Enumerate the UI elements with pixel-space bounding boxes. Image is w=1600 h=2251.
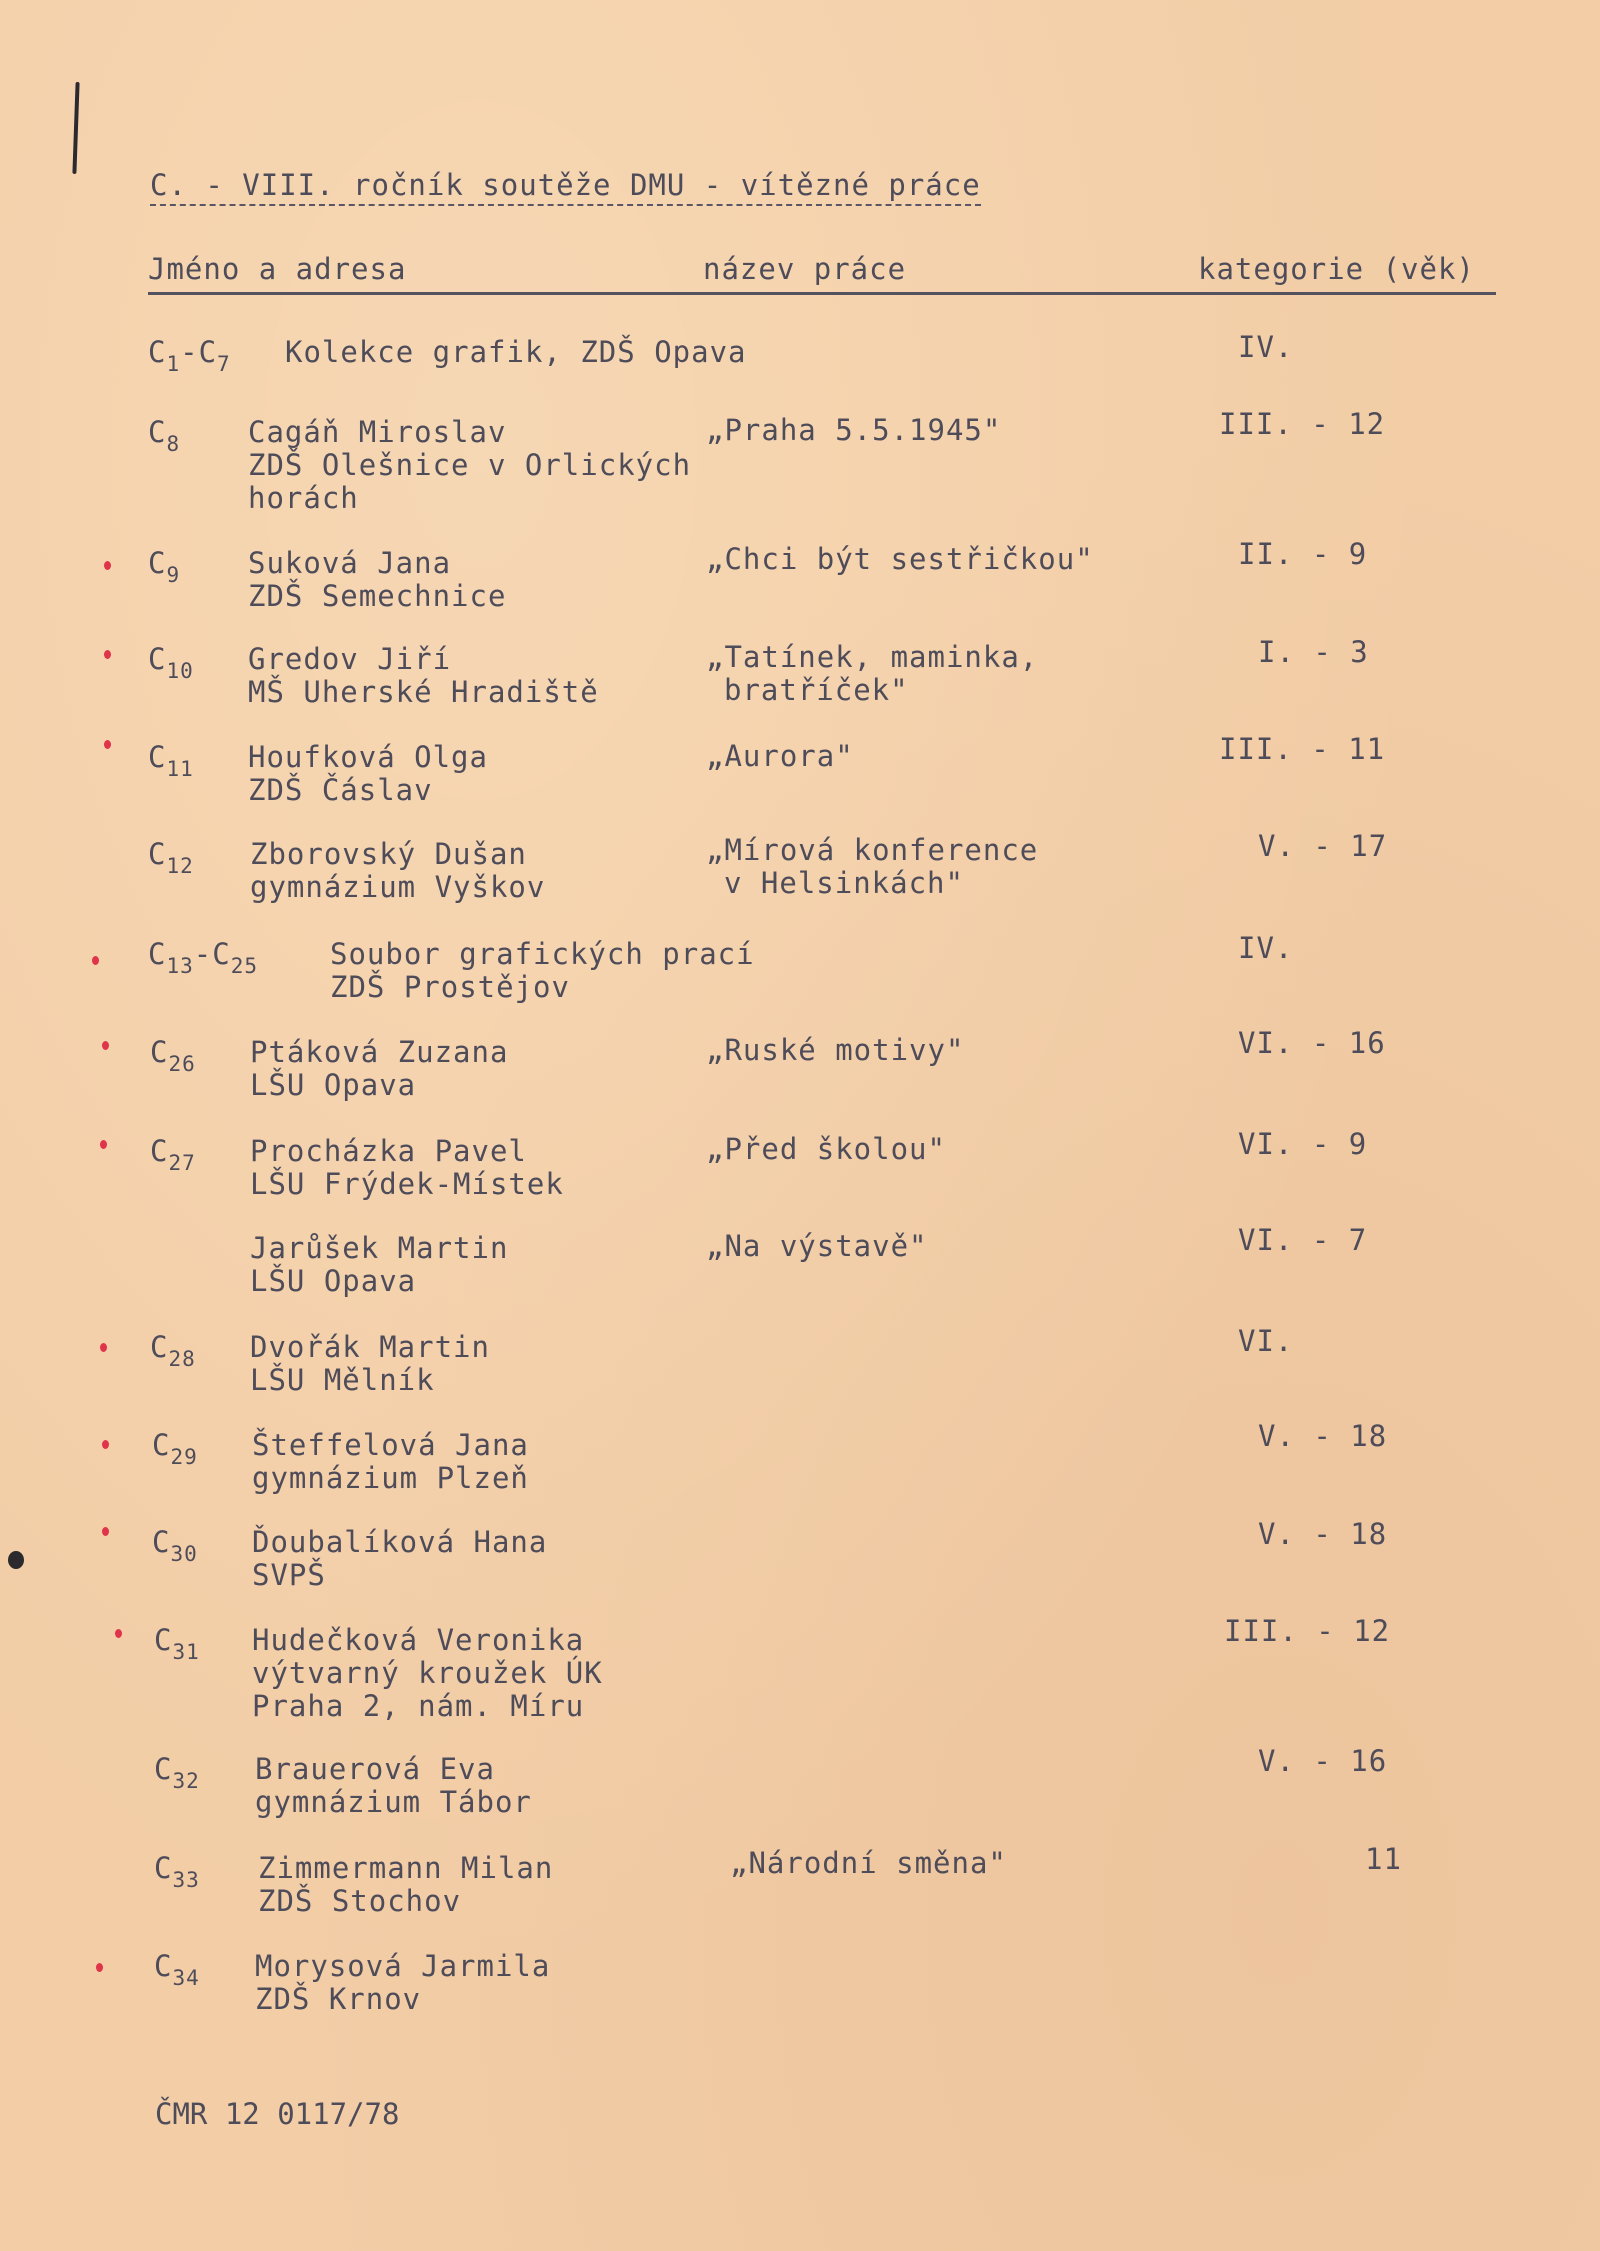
entry-address: LŠU Opava [250,1068,417,1102]
entry-name: Zborovský Dušan [250,837,527,871]
column-header-category-age: kategorie (věk) [1198,252,1475,286]
entry-code: $C_{30}$ [152,1525,198,1566]
entry-code: $C_8$ [148,415,181,456]
entry-address: ZDŠ Stochov [258,1884,462,1918]
entry-category: VI. - 16 [1238,1026,1386,1060]
entry-name: Soubor grafických prací [330,937,755,971]
entry-category: IV. [1238,330,1294,364]
entry-name: Morysová Jarmila [255,1949,551,1983]
entry-name: Šteffelová Jana [252,1428,529,1462]
entry-code: $C_{11}$ [148,740,194,781]
entry-address: SVPŠ [252,1558,326,1592]
red-marker-dot [100,1140,107,1149]
entry-work: „Národní směna" [730,1846,1007,1880]
entry-name: Procházka Pavel [250,1134,527,1168]
entry-code: $C_{29}$ [152,1428,198,1469]
entry-code: $C_{26}$ [150,1035,196,1076]
entry-address: ZDŠ Semechnice [248,579,507,613]
entry-name: Jarůšek Martin [250,1231,509,1265]
column-header-work-title: název práce [703,252,907,286]
entry-category: 11 [1365,1842,1402,1876]
entry-category: III. - 11 [1219,732,1386,766]
red-marker-dot [102,1041,109,1050]
entry-code: $C_{13}-C_{25}$ [148,937,258,978]
entry-code: $C_{33}$ [154,1851,200,1892]
entry-category: III. - 12 [1224,1614,1391,1648]
entry-code: $C_{10}$ [148,642,194,683]
entry-work: „Chci být sestřičkou" [706,542,1094,576]
document-footer-code: ČMR 12 0117/78 [155,2097,400,2131]
entry-name: Zimmermann Milan [258,1851,554,1885]
entry-code: $C_9$ [148,546,181,587]
entry-address: ZDŠ Olešnice v Orlických [248,448,692,482]
entry-category: V. - 17 [1258,829,1388,863]
entry-code: $C_{31}$ [154,1623,200,1664]
entry-work: „Aurora" [706,739,854,773]
entry-address: ZDŠ Prostějov [330,970,570,1004]
entry-code: $C_{34}$ [154,1949,200,1990]
punch-hole [8,1551,24,1569]
entry-name: Kolekce grafik, ZDŠ Opava [285,335,747,369]
entry-category: V. - 16 [1258,1744,1388,1778]
entry-work: „Na výstavě" [706,1229,928,1263]
entry-category: II. - 9 [1238,537,1368,571]
entry-work-line2: bratříček" [724,673,909,707]
entry-work: „Mírová konference [706,833,1039,867]
entry-code: $C_{28}$ [150,1330,196,1371]
entry-address: MŠ Uherské Hradiště [248,675,599,709]
entry-category: III. - 12 [1219,407,1386,441]
entry-address: ZDŠ Krnov [255,1982,422,2016]
entry-code: $C_1-C_7$ [148,335,231,376]
entry-category: V. - 18 [1258,1419,1388,1453]
entry-address: LŠU Mělník [250,1363,435,1397]
red-marker-dot [102,1440,109,1449]
entry-name: Cagáň Miroslav [248,415,507,449]
entry-work: „Praha 5.5.1945" [706,413,1002,447]
entry-name: Hudečková Veronika [252,1623,585,1657]
entry-category: IV. [1238,931,1294,965]
header-divider [148,292,1496,295]
entry-name: Ptáková Zuzana [250,1035,509,1069]
red-marker-dot [96,1963,103,1972]
entry-category: VI. [1238,1324,1294,1358]
entry-category: I. - 3 [1258,635,1369,669]
entry-work: „Ruské motivy" [706,1033,965,1067]
entry-address-line2: horách [248,481,359,515]
entry-name: Ďoubalíková Hana [252,1525,548,1559]
red-marker-dot [104,561,111,570]
entry-name: Brauerová Eva [255,1752,495,1786]
entry-code: $C_{27}$ [150,1134,196,1175]
red-marker-dot [102,1527,109,1536]
entry-work-line2: v Helsinkách" [724,866,964,900]
document-title: C. - VIII. ročník soutěže DMU - vítězné práce [150,168,981,206]
entry-category: VI. - 7 [1238,1223,1368,1257]
column-header-name-address: Jméno a adresa [148,252,407,286]
entry-work: „Před školou" [706,1132,946,1166]
entry-work: „Tatínek, maminka, [706,640,1039,674]
entry-category: VI. - 9 [1238,1127,1368,1161]
entry-address: ZDŠ Čáslav [248,773,433,807]
entry-address-line2: Praha 2, nám. Míru [252,1689,585,1723]
red-marker-dot [100,1343,107,1352]
entry-code: $C_{12}$ [148,837,194,878]
entry-address: výtvarný kroužek ÚK [252,1656,603,1690]
entry-category: V. - 18 [1258,1517,1388,1551]
entry-code: $C_{32}$ [154,1752,200,1793]
entry-address: gymnázium Tábor [255,1785,532,1819]
entry-name: Houfková Olga [248,740,488,774]
red-marker-dot [115,1629,122,1638]
entry-name: Suková Jana [248,546,452,580]
entry-name: Dvořák Martin [250,1330,490,1364]
red-marker-dot [92,956,99,965]
entry-address: LŠU Frýdek-Místek [250,1167,564,1201]
red-marker-dot [104,740,111,749]
red-marker-dot [104,650,111,659]
entry-address: LŠU Opava [250,1264,417,1298]
entry-address: gymnázium Vyškov [250,870,546,904]
entry-address: gymnázium Plzeň [252,1461,529,1495]
entry-name: Gredov Jiří [248,642,452,676]
